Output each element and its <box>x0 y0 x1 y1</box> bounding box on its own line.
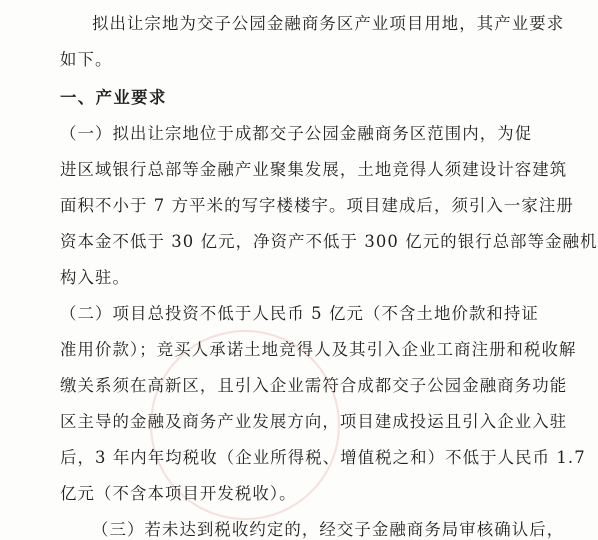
p2-line-2: 准用价款）；竞买人承诺土地竞得人及其引入企业工商注册和税收解 <box>60 340 577 359</box>
p1-line-1: （一）拟出让宗地位于成都交子公园金融商务区范围内，为促 <box>60 124 533 143</box>
p1-line-4: 资本金不低于 30 亿元，净资产不低于 300 亿元的银行总部等金融机 <box>60 232 598 251</box>
section-heading: 一、产业要求 <box>60 88 167 107</box>
intro-line-2: 如下。 <box>60 50 113 69</box>
p2-line-3: 缴关系须在高新区，且引入企业需符合成都交子公园金融商务功能 <box>60 376 568 395</box>
intro-line-1: 拟出让宗地为交子公园金融商务区产业项目用地，其产业要求 <box>92 14 565 33</box>
p3-line-1: （三）若未达到税收约定的，经交子金融商务局审核确认后， <box>92 520 565 539</box>
p2-line-4: 区主导的金融及商务产业发展方向，项目建成投运且引入企业入驻 <box>60 412 568 431</box>
p2-line-1: （二）项目总投资不低于人民币 5 亿元（不含土地价款和持证 <box>60 304 539 323</box>
p1-line-3: 面积不小于 7 方平米的写字楼楼宇。项目建成后，须引入一家注册 <box>60 196 574 215</box>
p1-line-5: 构入驻。 <box>60 268 130 287</box>
p2-line-5: 后，3 年内年均税收（企业所得税、增值税之和）不低于人民币 1.7 <box>60 448 586 467</box>
p2-line-6: 亿元（不含本项目开发税收）。 <box>60 484 297 503</box>
p1-line-2: 进区域银行总部等金融产业聚集发展，土地竞得人须建设计容建筑 <box>60 160 568 179</box>
